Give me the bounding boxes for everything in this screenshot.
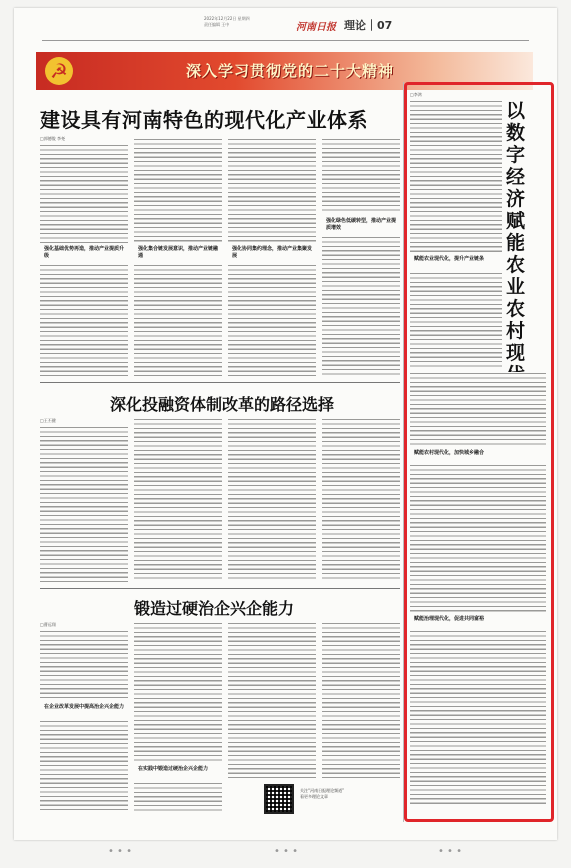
issue-date: 2022年12月22日 星期四 责任编辑 王中 [204, 16, 250, 27]
article-1-subhead-3: 强化协同集约理念，推动产业集聚发展 [232, 246, 313, 259]
article-3-subhead-2: 在实践中锻造过硬治企兴企能力 [138, 766, 209, 772]
article-1-text-col-2 [134, 138, 222, 242]
article-1-title: 建设具有河南特色的现代化产业体系 [40, 108, 368, 132]
page-nav-dots-1[interactable]: • • • [107, 846, 133, 857]
article-2-text-col-3 [228, 418, 316, 582]
page-nav-dots-2[interactable]: • • • [273, 846, 299, 857]
article-1-text-col-3 [228, 138, 316, 242]
article-3-text-col-2b [134, 782, 222, 812]
article-4-title: 以数字经济赋能农业农村现 [506, 100, 526, 364]
article-3-text-col-2 [134, 622, 222, 762]
article-1-subhead-4: 强化绿色低碳转型，推动产业提质增效 [326, 218, 397, 231]
article-1-text-col-1b [40, 264, 128, 376]
article-3-title: 锻造过硬治企兴企能力 [134, 599, 295, 618]
article-3-subhead-1: 在企业改革发展中提高治企兴企能力 [44, 704, 125, 710]
article-2-text-col-4 [322, 418, 400, 582]
article-1-subhead-2: 强化集合链发展意识，推动产业链融通 [138, 246, 219, 259]
section-label: 理论｜07 [344, 19, 393, 32]
article-1-text-col-1 [40, 144, 128, 244]
qr-code [264, 784, 294, 814]
party-emblem-icon: ☭ [45, 57, 73, 85]
article-1-text-col-4 [322, 138, 400, 214]
qr-caption: 关注“河南日报理论频道” 看更多理论文章 [300, 788, 345, 799]
masthead-divider [42, 40, 529, 41]
article-2-text-col-1 [40, 426, 128, 582]
page-nav-dots-3[interactable]: • • • [437, 846, 463, 857]
article-2-byline: □王丕健 [40, 418, 56, 423]
article-4-subhead-3: 赋能治理现代化，促进共同富裕 [414, 616, 485, 622]
article-3-byline: □曹远翔 [40, 622, 56, 627]
article-1-text-col-2b [134, 264, 222, 376]
masthead [14, 8, 557, 44]
article-3-text-col-3 [228, 622, 316, 778]
article-4-subhead-1: 赋能农业现代化，提升产业链条 [414, 256, 485, 262]
highlight-frame [404, 82, 554, 822]
article-1-text-col-4b [322, 236, 400, 376]
article-1-subhead-1: 强化基础优势再造，推动产业提质升级 [44, 246, 125, 259]
newspaper-page [14, 8, 557, 840]
article-1-text-col-3b [228, 264, 316, 376]
article-2-text-col-2 [134, 418, 222, 582]
banner-title: 深入学习贯彻党的二十大精神 [186, 62, 395, 80]
article-4-subhead-2: 赋能农村现代化，加快城乡融合 [414, 450, 485, 456]
article-2-divider [40, 588, 400, 589]
article-1-divider [40, 382, 400, 383]
newspaper-logo: 河南日报 [296, 22, 336, 33]
article-1-byline: □郭德俊 李尧 [40, 136, 66, 141]
article-3-text-col-4 [322, 622, 400, 778]
article-3-text-col-1 [40, 630, 128, 700]
article-4-byline: □李鸿 [410, 92, 422, 97]
article-3-text-col-1b [40, 720, 128, 812]
article-2-title: 深化投融资体制改革的路径选择 [110, 395, 335, 414]
